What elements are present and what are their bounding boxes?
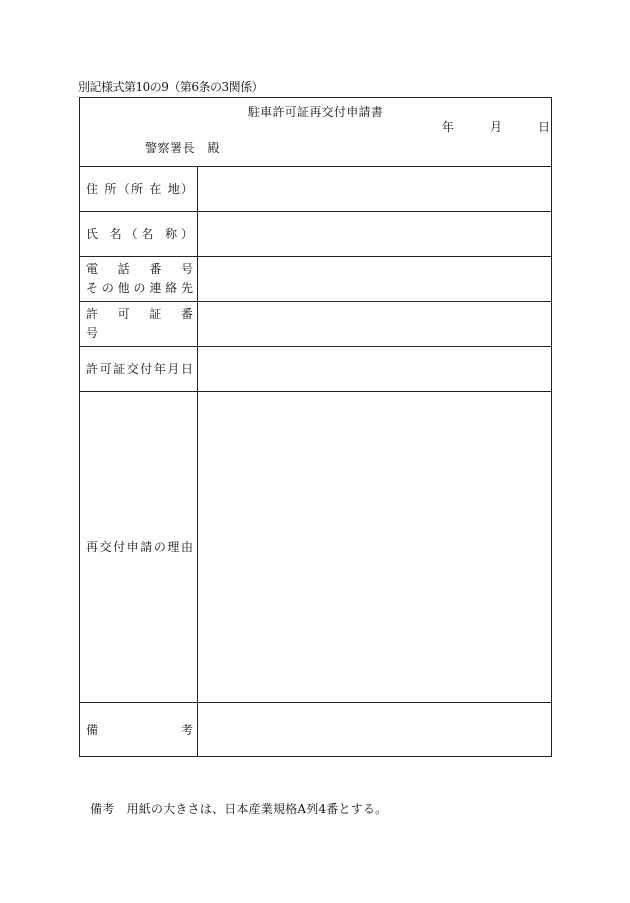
reason-field[interactable] [198,392,551,702]
row-issue-date [80,347,551,392]
contact-field[interactable] [198,257,551,301]
application-form [79,97,552,757]
date-year-label: 年 [442,120,455,134]
row-remarks [80,703,551,757]
remarks-field[interactable] [198,703,551,757]
form-title: 駐車許可証再交付申請書 [247,105,384,119]
reason-label-text: 再交付申請の理由 [86,539,193,554]
address-label-text: 住 所（所 在 地） [86,181,193,196]
addressee: 警察署長 殿 [145,141,221,155]
row-contact [80,257,551,302]
form-rows [80,167,551,757]
name-field[interactable] [198,212,551,256]
reason-label [80,392,198,702]
row-name [80,212,551,257]
form-reference: 別記様式第10の9（第6条の3関係） [78,80,264,94]
remarks-label [80,703,198,757]
row-permit-number [80,302,551,347]
form-header [80,98,551,167]
phone-label-text: 電 話 番 号 [86,262,193,276]
address-label [80,167,198,211]
issue-date-label [80,347,198,391]
contact-label [80,257,198,301]
name-label [80,212,198,256]
paper-size-note: 備考 用紙の大きさは、日本産業規格A列4番とする。 [90,802,388,816]
date-month-label: 月 [490,120,503,134]
other-contact-label-text: その他の連絡先 [86,281,193,295]
row-address [80,167,551,212]
permit-number-label-text: 許 可 証 番 号 [86,307,206,340]
remarks-label-text: 備 考 [86,722,193,737]
address-field[interactable] [198,167,551,211]
permit-number-label [80,302,206,346]
permit-number-field[interactable] [198,302,551,346]
issue-date-label-text: 許可証交付年月日 [86,361,193,376]
row-reason [80,392,551,703]
issue-date-field[interactable] [198,347,551,391]
date-day-label: 日 [538,120,551,134]
name-label-text: 氏 名（名 称） [86,226,193,241]
